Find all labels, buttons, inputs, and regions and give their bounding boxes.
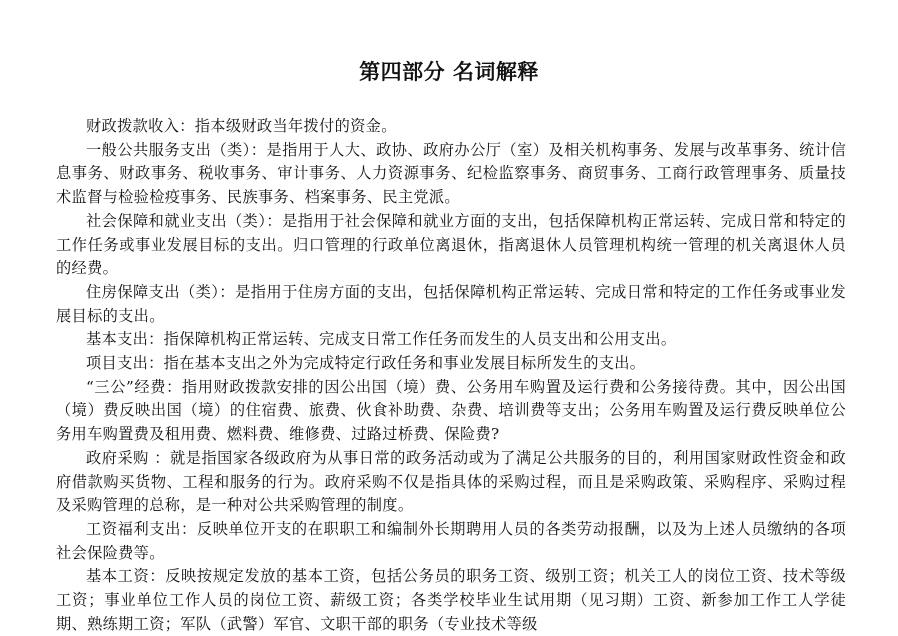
paragraph-government-procurement: 政府采购 ：就是指国家各级政府为从事日常的政务活动或为了满足公共服务的目的，利用国家财政性资金和政府借款购买货物、工程和服务的行为。政府采购不仅是指具体的采购过程，而且是采购政策、采购程序、采购过程及采购管理的总称，是一种对公共采购管理的制度。 — [56, 448, 846, 515]
paragraph-basic-expenditure: 基本支出：指保障机构正常运转、完成支日常工作任务而发生的人员支出和公用支出。 — [86, 330, 677, 349]
paragraph-housing-security: 住房保障支出（类）：是指用于住房方面的支出，包括保障机构正常运转、完成日常和特定的工作任务或事业发展目标的支出。 — [56, 282, 846, 325]
paragraph-basic-wages: 基本工资：反映按规定发放的基本工资，包括公务员的职务工资、级别工资；机关工人的岗位工资、技术等级工资；事业单位工作人员的岗位工资、薪级工资；各类学校毕业生试用期（见习期）工资、新参加工作工人学徒期、熟练期工资；军队（武警）军官、文职干部的职务（专业技术等级 — [56, 567, 846, 633]
paragraph-fiscal-allocation-income: 财政拨款收入：指本级财政当年拨付的资金。 — [86, 117, 397, 135]
paragraph-social-security-employment: 社会保障和就业支出（类）：是指用于社会保障和就业方面的支出，包括保障机构正常运转、完成日常和特定的工作任务或事业发展目标的支出。归口管理的行政单位离退休，指离退休人员管理机构统一管理的机关离退休人员的经费。 — [56, 211, 846, 278]
paragraph-project-expenditure: 项目支出：指在基本支出之外为完成特定行政任务和事业发展目标所发生的支出。 — [86, 354, 646, 373]
paragraph-wages-welfare: 工资福利支出：反映单位开支的在职职工和编制外长期聘用人员的各类劳动报酬，以及为上述人员缴纳的各项社会保险费等。 — [56, 519, 846, 562]
paragraph-general-public-services: 一般公共服务支出（类）：是指用于人大、政协、政府办公厅（室）及相关机构事务、发展与改革事务、统计信息事务、财政事务、税收事务、审计事务、人力资源事务、纪检监察事务、商贸事务、工商行政管理事务、质量技术监督与检验检疫事务、民族事务、档案事务、民主党派。 — [56, 140, 846, 207]
document-body — [56, 115, 846, 636]
page-title: 第四部分 名词解释 — [359, 60, 539, 84]
paragraph-three-public-expenses: “三公”经费：指用财政拨款安排的因公出国（境）费、公务用车购置及运行费和公务接待费。其中，因公出国（境）费反映出国（境）的住宿费、旅费、伙食补助费、杂费、培训费等支出；公务用车购置及运行费反映单位公务用车购置费及租用费、燃料费、维修费、过路过桥费、保险费? — [56, 377, 846, 444]
